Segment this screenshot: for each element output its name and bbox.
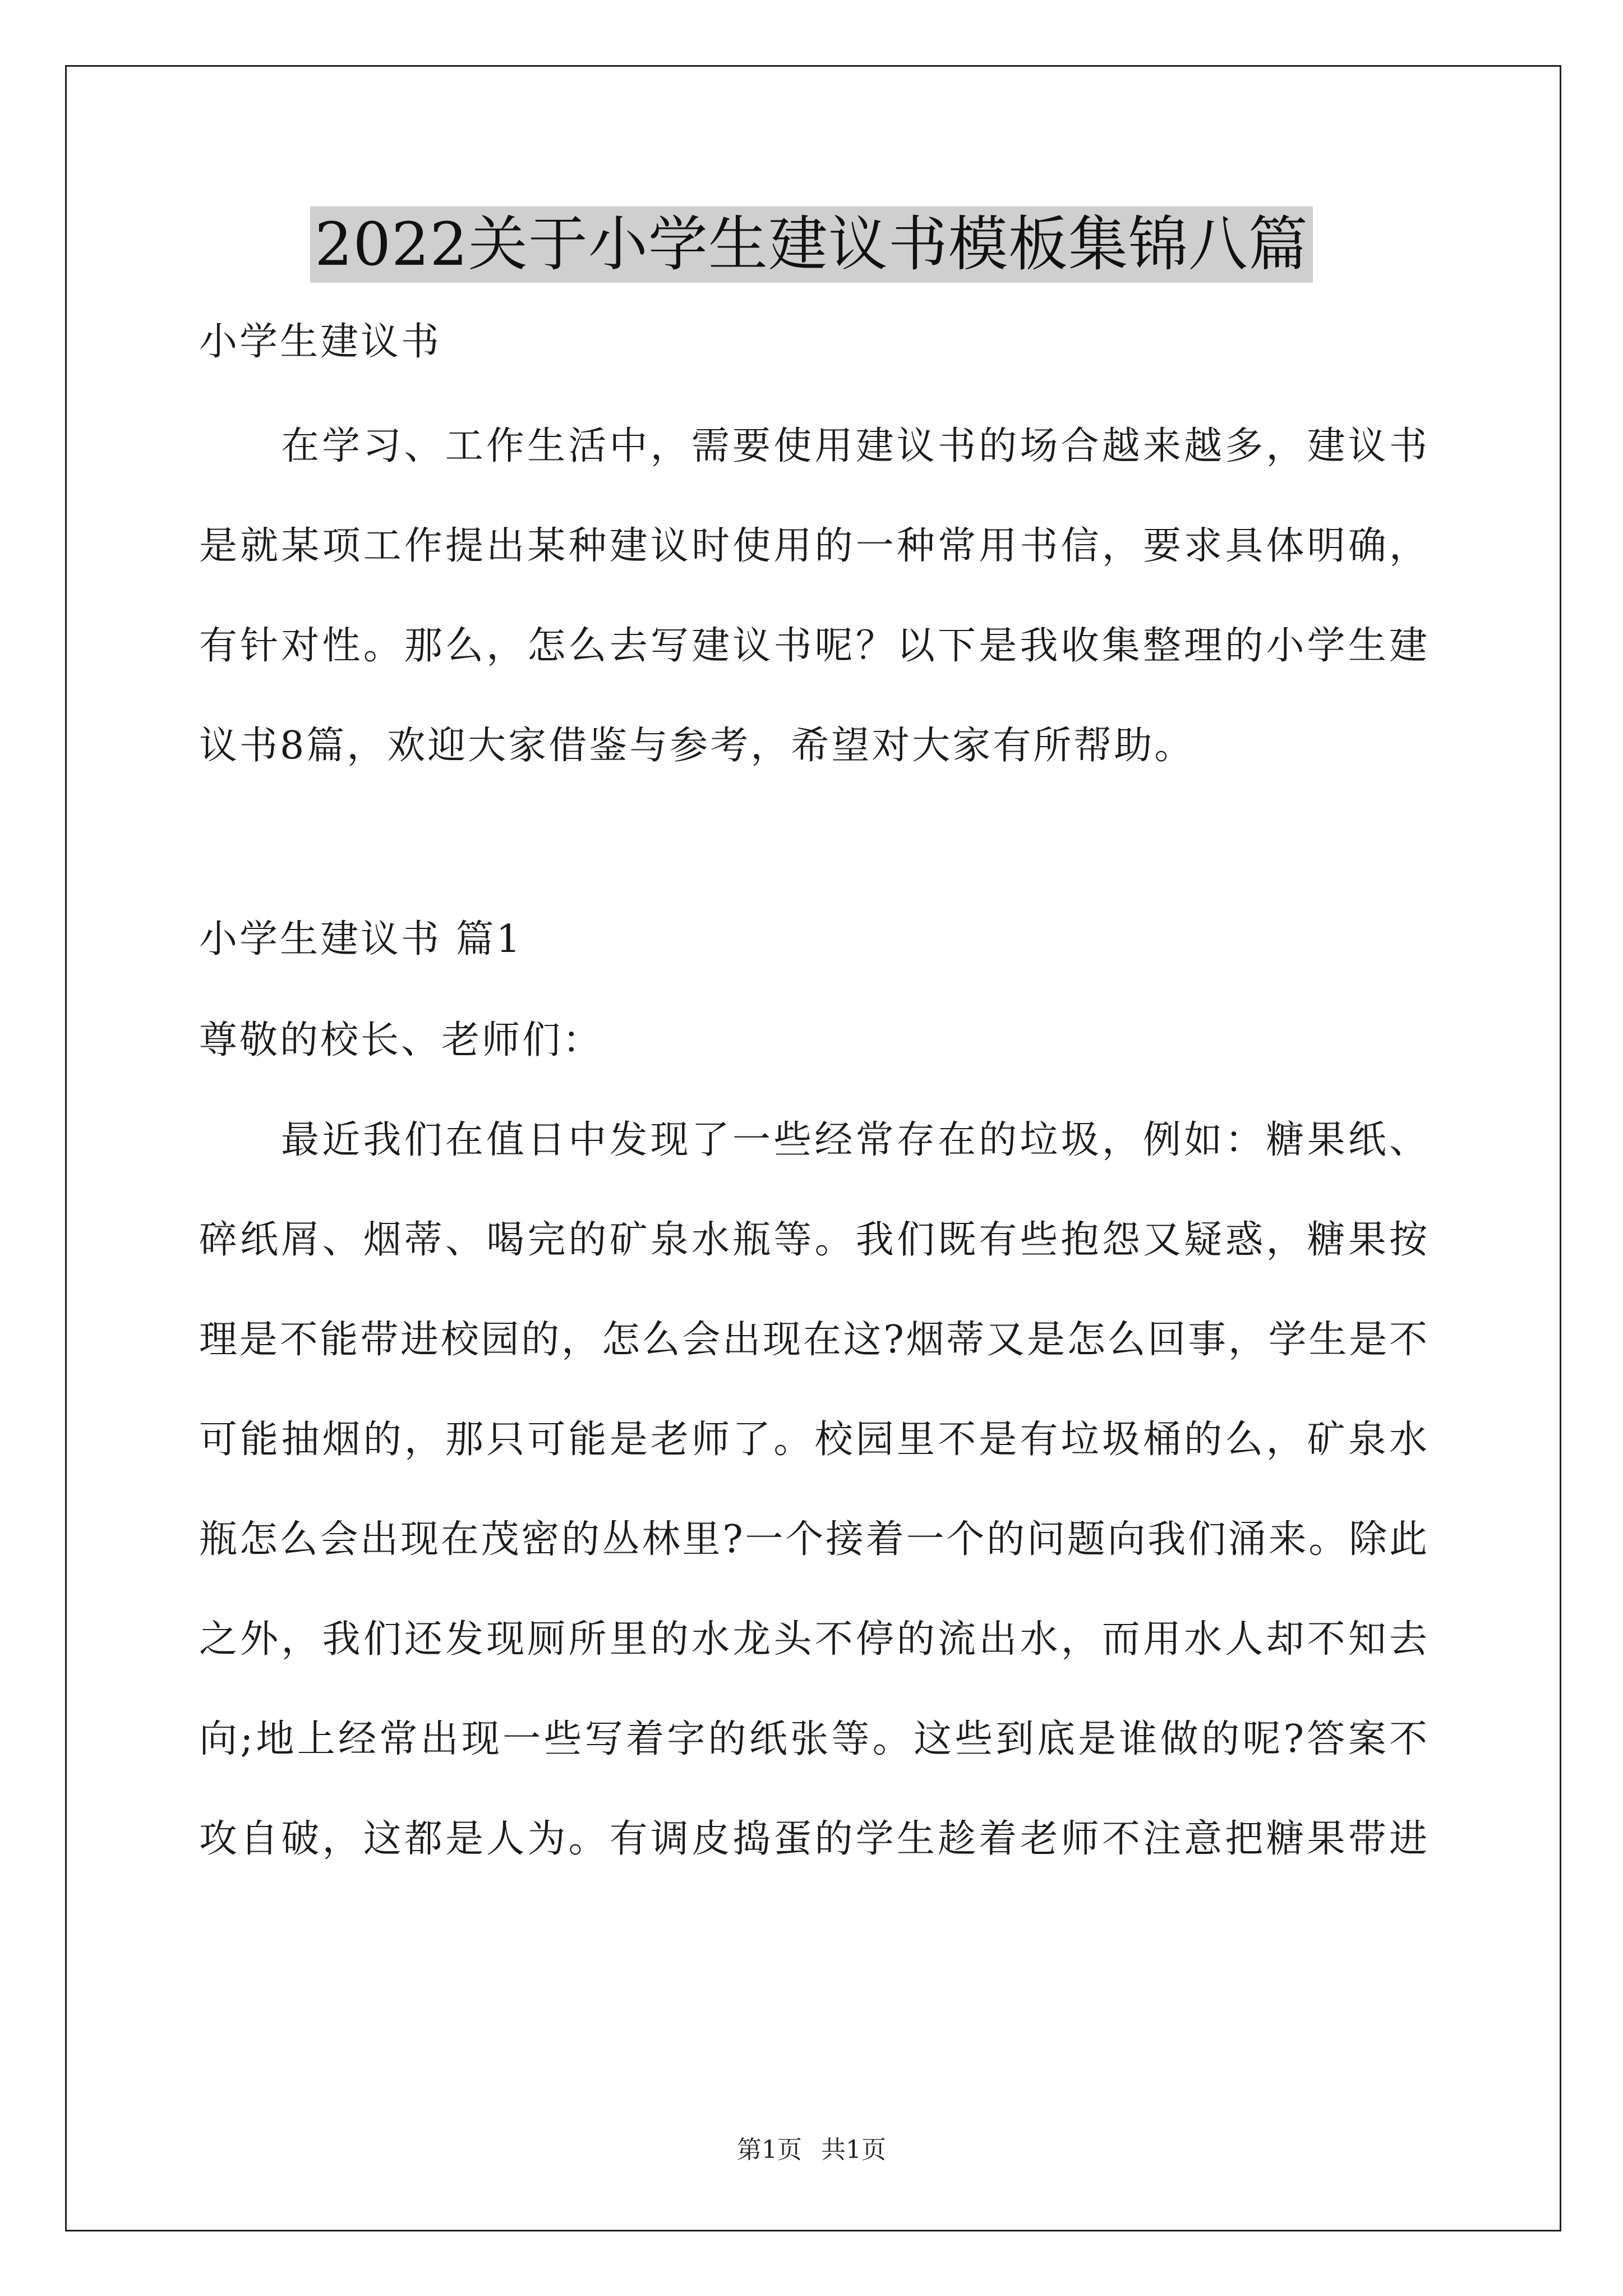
document-title: 2022关于小学生建议书模板集锦八篇 xyxy=(310,206,1313,283)
intro-line: 议书8篇，欢迎大家借鉴与参考，希望对大家有所帮助。 xyxy=(199,724,1195,768)
body-line: 攻自破，这都是人为。有调皮捣蛋的学生趁着老师不注意把糖果带进 xyxy=(199,1817,1427,1861)
body-line: 瓶怎么会出现在茂密的丛林里?一个接着一个的问题向我们涌来。除此 xyxy=(199,1517,1427,1562)
body-line: 最近我们在值日中发现了一些经常存在的垃圾，例如：糖果纸、 xyxy=(281,1118,1427,1162)
intro-line: 有针对性。那么，怎么去写建议书呢？以下是我收集整理的小学生建 xyxy=(199,624,1427,668)
body-line: 碎纸屑、烟蒂、喝完的矿泉水瓶等。我们既有些抱怨又疑惑，糖果按 xyxy=(199,1218,1427,1262)
intro-line: 是就某项工作提出某种建议时使用的一种常用书信，要求具体明确， xyxy=(199,524,1427,568)
heading: 小学生建议书 xyxy=(199,320,442,364)
page-footer: 第1页 共1页 xyxy=(737,2136,886,2164)
section-heading: 小学生建议书 篇1 xyxy=(199,917,523,961)
body-line: 向;地上经常出现一些写着字的纸张等。这些到底是谁做的呢?答案不 xyxy=(199,1717,1427,1761)
body-line: 理是不能带进校园的，怎么会出现在这?烟蒂又是怎么回事，学生是不 xyxy=(199,1318,1427,1362)
body-line: 可能抽烟的，那只可能是老师了。校园里不是有垃圾桶的么，矿泉水 xyxy=(199,1418,1427,1462)
body-line: 之外，我们还发现厕所里的水龙头不停的流出水，而用水人却不知去 xyxy=(199,1617,1427,1662)
document-body xyxy=(199,314,1427,1867)
title-container xyxy=(0,206,1623,283)
salutation: 尊敬的校长、老师们： xyxy=(199,1018,603,1062)
intro-line: 在学习、工作生活中，需要使用建议书的场合越来越多，建议书 xyxy=(281,424,1427,468)
